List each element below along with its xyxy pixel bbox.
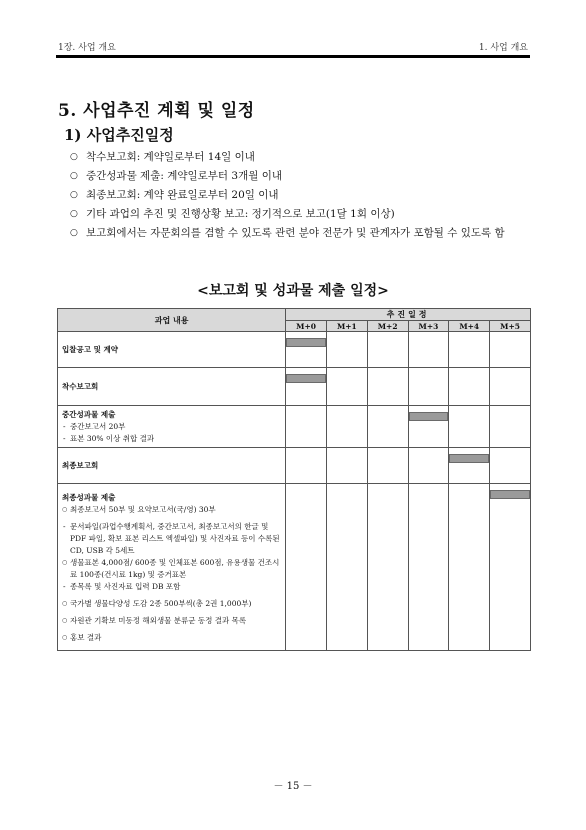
- task-title: 최종성과물 제출: [62, 493, 116, 502]
- header-chapter: 1장. 사업 개요: [58, 43, 116, 53]
- gantt-cell: [490, 484, 531, 651]
- gantt-cell: [408, 368, 449, 406]
- gantt-cell: [326, 406, 367, 448]
- header-rule: [56, 55, 530, 58]
- gantt-cell: [367, 406, 408, 448]
- gantt-cell: [286, 484, 327, 651]
- gantt-cell: [490, 448, 531, 484]
- table-row: [58, 332, 531, 368]
- gantt-cell: [449, 484, 490, 651]
- month-header: M+2: [367, 321, 408, 332]
- gantt-cell: [449, 332, 490, 368]
- bullet-item: ○ 최종보고회: 계약 완료일로부터 20일 이내: [70, 186, 540, 205]
- gantt-bar: [286, 338, 326, 347]
- gantt-cell: [286, 448, 327, 484]
- task-cell: [58, 448, 286, 484]
- bullet-item: ○ 기타 과업의 추진 및 진행상황 보고: 정기적으로 보고(1달 1회 이상): [70, 205, 540, 224]
- bullet-item: ○ 착수보고회: 계약일로부터 14일 이내: [70, 148, 540, 167]
- table-title: <보고회 및 성과물 제출 일정>: [197, 283, 389, 299]
- page-header: [56, 40, 530, 54]
- month-header: M+1: [326, 321, 367, 332]
- gantt-cell: [286, 368, 327, 406]
- page-number: － 15 －: [273, 781, 313, 792]
- task-cell: [58, 484, 286, 651]
- month-header: M+3: [408, 321, 449, 332]
- gantt-cell: [490, 406, 531, 448]
- table-row: [58, 368, 531, 406]
- gantt-cell: [326, 448, 367, 484]
- gantt-bar: [286, 374, 326, 383]
- task-cell: [58, 406, 286, 448]
- task-cell: [58, 332, 286, 368]
- gantt-cell: [490, 368, 531, 406]
- gantt-cell: [367, 448, 408, 484]
- gantt-cell: [326, 368, 367, 406]
- schedule-group-header: 추진일정: [286, 309, 531, 321]
- task-subitem: ○ 홍보 결과: [62, 632, 281, 644]
- task-subitem: ○ 자원관 기확보 미동정 해외생물 분류군 동정 결과 목록: [62, 615, 281, 627]
- task-subitem: ○ 최종보고서 50부 및 요약보고서(국/영) 30부: [62, 504, 281, 516]
- gantt-bar: [409, 412, 449, 421]
- gantt-cell: [408, 406, 449, 448]
- schedule-bullets: [70, 148, 540, 243]
- section-title: 5. 사업추진 계획 및 일정: [58, 101, 255, 121]
- header-section: 1. 사업 개요: [478, 43, 528, 53]
- month-header: M+5: [490, 321, 531, 332]
- gantt-cell: [449, 448, 490, 484]
- table-row: [58, 406, 531, 448]
- task-title: 중간성과물 제출: [62, 410, 116, 419]
- bullet-item: ○ 중간성과물 제출: 계약일로부터 3개월 이내: [70, 167, 540, 186]
- gantt-cell: [490, 332, 531, 368]
- gantt-cell: [367, 332, 408, 368]
- task-title: 최종보고회: [62, 461, 99, 470]
- bullet-item: ○ 보고회에서는 자문회의를 겸할 수 있도록 관련 분야 전문가 및 관계자가 포함될 수 있도록 함: [70, 224, 540, 243]
- task-subitem: - 중간보고서 20부: [62, 421, 281, 433]
- gantt-bar: [490, 490, 530, 499]
- task-cell: [58, 368, 286, 406]
- schedule-table: [57, 308, 531, 651]
- gantt-cell: [408, 484, 449, 651]
- gantt-cell: [367, 368, 408, 406]
- task-subitem: - 표본 30% 이상 취합 결과: [62, 433, 281, 445]
- gantt-cell: [367, 484, 408, 651]
- gantt-cell: [408, 448, 449, 484]
- task-subitem: ○ 국가별 생물다양성 도감 2종 500부씩(총 2권 1,000부): [62, 598, 281, 610]
- gantt-bar: [449, 454, 489, 463]
- gantt-cell: [326, 332, 367, 368]
- gantt-cell: [408, 332, 449, 368]
- month-header: M+0: [286, 321, 327, 332]
- gantt-cell: [286, 406, 327, 448]
- task-title: 입찰공고 및 계약: [62, 345, 118, 354]
- task-column-header: 과업 내용: [58, 309, 286, 332]
- task-subitem: - 종목록 및 사진자료 입력 DB 포함: [62, 581, 281, 593]
- gantt-cell: [449, 368, 490, 406]
- table-row: [58, 484, 531, 651]
- table-row: [58, 448, 531, 484]
- gantt-cell: [326, 484, 367, 651]
- gantt-cell: [449, 406, 490, 448]
- subsection-title: 1) 사업추진일정: [64, 126, 174, 144]
- task-title: 착수보고회: [62, 382, 99, 391]
- task-subitem: - 문서파일(과업수행계획서, 중간보고서, 최종보고서의 한글 및 PDF 파일, 확보 표본 리스트 엑셀파일) 및 사진자료 등이 수록된 CD, USB 각 5세트: [62, 521, 281, 557]
- month-header: M+4: [449, 321, 490, 332]
- task-subitem: ○ 생물표본 4,000점/ 600종 및 인체표본 600점, 유용생물 건조시료 100종(건시료 1kg) 및 증거표본: [62, 557, 281, 581]
- gantt-cell: [286, 332, 327, 368]
